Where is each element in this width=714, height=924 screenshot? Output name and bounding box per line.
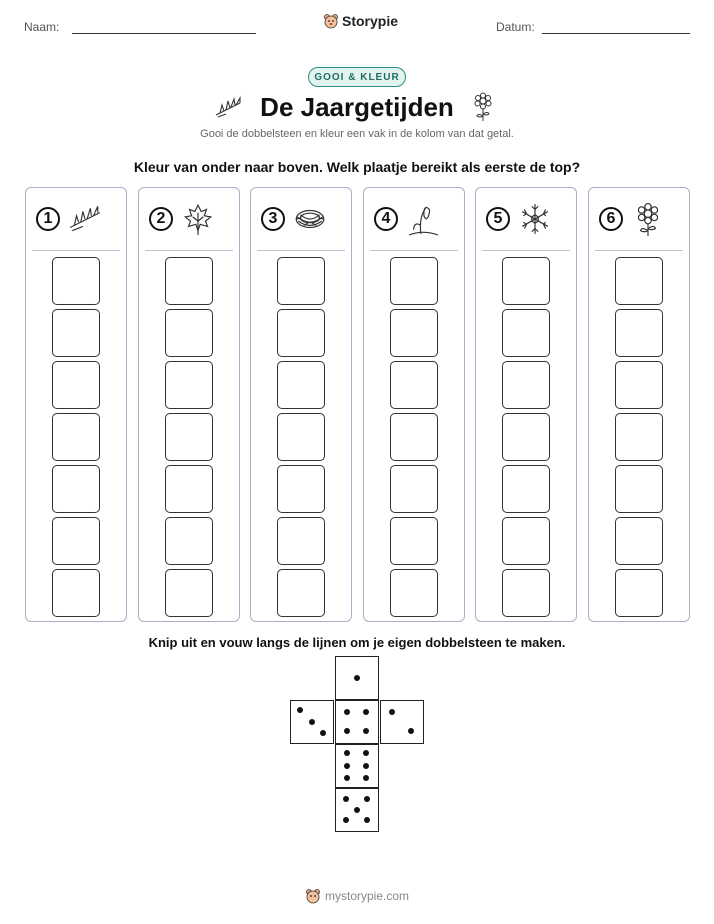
column-divider bbox=[482, 250, 570, 251]
color-box[interactable] bbox=[390, 517, 438, 565]
column-2 bbox=[138, 187, 240, 622]
column-number: 1 bbox=[36, 207, 60, 231]
name-label: Naam: bbox=[24, 20, 60, 34]
color-box[interactable] bbox=[165, 569, 213, 617]
date-line[interactable] bbox=[542, 33, 690, 34]
sunflower-icon bbox=[471, 92, 495, 122]
dice-pip bbox=[363, 728, 369, 734]
color-box[interactable] bbox=[390, 569, 438, 617]
maple-leaf-icon bbox=[181, 202, 215, 236]
dice-face-5 bbox=[335, 788, 379, 832]
dice-face-4 bbox=[335, 700, 379, 744]
color-box[interactable] bbox=[502, 569, 550, 617]
dice-pip bbox=[344, 728, 350, 734]
color-box[interactable] bbox=[615, 465, 663, 513]
column-divider bbox=[595, 250, 683, 251]
color-box[interactable] bbox=[52, 517, 100, 565]
dice-pip bbox=[343, 796, 349, 802]
color-box[interactable] bbox=[52, 257, 100, 305]
storypie-mascot-icon bbox=[323, 13, 339, 29]
column-6 bbox=[588, 187, 690, 622]
dice-pip bbox=[364, 817, 370, 823]
date-label: Datum: bbox=[496, 20, 535, 34]
color-box[interactable] bbox=[277, 569, 325, 617]
color-box[interactable] bbox=[277, 309, 325, 357]
dice-pip bbox=[363, 763, 369, 769]
color-box[interactable] bbox=[615, 413, 663, 461]
column-number: 3 bbox=[261, 207, 285, 231]
footer bbox=[0, 888, 714, 904]
column-number: 2 bbox=[149, 207, 173, 231]
color-box[interactable] bbox=[52, 361, 100, 409]
column-header bbox=[599, 202, 665, 236]
dice-pip bbox=[309, 719, 315, 725]
column-1 bbox=[25, 187, 127, 622]
color-box[interactable] bbox=[615, 569, 663, 617]
column-header bbox=[36, 202, 102, 236]
column-number: 5 bbox=[486, 207, 510, 231]
color-box[interactable] bbox=[502, 517, 550, 565]
color-box[interactable] bbox=[165, 413, 213, 461]
color-box[interactable] bbox=[165, 361, 213, 409]
color-box[interactable] bbox=[502, 361, 550, 409]
color-box[interactable] bbox=[502, 257, 550, 305]
column-header bbox=[261, 202, 327, 236]
color-box[interactable] bbox=[615, 517, 663, 565]
name-line[interactable] bbox=[72, 33, 256, 34]
column-header bbox=[486, 202, 552, 236]
column-5 bbox=[475, 187, 577, 622]
dice-face-1 bbox=[335, 656, 379, 700]
color-box[interactable] bbox=[390, 413, 438, 461]
color-box[interactable] bbox=[165, 517, 213, 565]
dice-pip bbox=[354, 807, 360, 813]
color-box[interactable] bbox=[52, 569, 100, 617]
column-header bbox=[149, 202, 215, 236]
dice-pip bbox=[364, 796, 370, 802]
nest-icon bbox=[293, 202, 327, 236]
instruction-text: Kleur van onder naar boven. Welk plaatje bereikt als eerste de top? bbox=[133, 159, 581, 175]
color-box[interactable] bbox=[277, 361, 325, 409]
color-box[interactable] bbox=[165, 257, 213, 305]
dice-pip bbox=[363, 709, 369, 715]
dice-face-3 bbox=[290, 700, 334, 744]
activity-badge: GOOI & KLEUR bbox=[308, 67, 406, 87]
brand-logo bbox=[323, 13, 398, 29]
page-title: De Jaargetijden bbox=[260, 92, 454, 122]
color-box[interactable] bbox=[615, 309, 663, 357]
page-subtitle: Gooi de dobbelsteen en kleur een vak in de kolom van dat getal. bbox=[200, 128, 514, 140]
color-box[interactable] bbox=[52, 465, 100, 513]
dice-pip bbox=[354, 675, 360, 681]
dice-pip bbox=[363, 775, 369, 781]
dice-face-2 bbox=[380, 700, 424, 744]
color-box[interactable] bbox=[390, 309, 438, 357]
cut-instruction: Knip uit en vouw langs de lijnen om je eigen dobbelsteen te maken. bbox=[148, 635, 566, 650]
color-box[interactable] bbox=[277, 517, 325, 565]
color-box[interactable] bbox=[390, 257, 438, 305]
column-number: 6 bbox=[599, 207, 623, 231]
column-header bbox=[374, 202, 440, 236]
dice-face-6 bbox=[335, 744, 379, 788]
color-box[interactable] bbox=[615, 257, 663, 305]
dice-pip bbox=[363, 750, 369, 756]
column-divider bbox=[257, 250, 345, 251]
grass-icon bbox=[68, 202, 102, 236]
brand-name: Storypie bbox=[342, 13, 399, 29]
color-box[interactable] bbox=[277, 413, 325, 461]
column-number: 4 bbox=[374, 207, 398, 231]
dice-pip bbox=[389, 709, 395, 715]
color-box[interactable] bbox=[52, 309, 100, 357]
column-divider bbox=[32, 250, 120, 251]
footer-url: mystorypie.com bbox=[324, 889, 410, 903]
column-4 bbox=[363, 187, 465, 622]
color-box[interactable] bbox=[165, 465, 213, 513]
dice-pip bbox=[297, 707, 303, 713]
dice-pip bbox=[344, 763, 350, 769]
column-divider bbox=[145, 250, 233, 251]
color-box[interactable] bbox=[52, 413, 100, 461]
dice-pip bbox=[344, 750, 350, 756]
color-box[interactable] bbox=[502, 413, 550, 461]
color-box[interactable] bbox=[502, 465, 550, 513]
sunflower-icon bbox=[631, 202, 665, 236]
dice-pip bbox=[344, 775, 350, 781]
color-box[interactable] bbox=[390, 361, 438, 409]
snowdrop-flower-icon bbox=[406, 202, 440, 236]
color-box[interactable] bbox=[165, 309, 213, 357]
color-box[interactable] bbox=[277, 257, 325, 305]
snowflake-icon bbox=[518, 202, 552, 236]
color-box[interactable] bbox=[615, 361, 663, 409]
color-box[interactable] bbox=[502, 309, 550, 357]
color-box[interactable] bbox=[390, 465, 438, 513]
column-3 bbox=[250, 187, 352, 622]
column-divider bbox=[370, 250, 458, 251]
dice-pip bbox=[344, 709, 350, 715]
storypie-mascot-icon bbox=[305, 888, 321, 904]
dice-pip bbox=[320, 730, 326, 736]
dice-pip bbox=[408, 728, 414, 734]
color-box[interactable] bbox=[277, 465, 325, 513]
dice-pip bbox=[343, 817, 349, 823]
